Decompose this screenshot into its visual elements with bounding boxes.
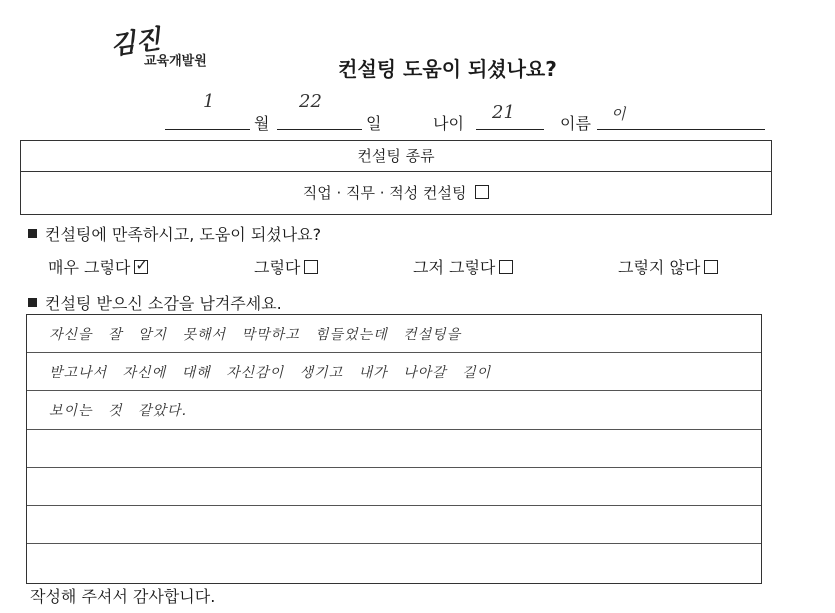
day-label: 일 bbox=[366, 114, 382, 133]
question-feedback-text: 컨설팅 받으신 소감을 남겨주세요. bbox=[45, 294, 282, 313]
consulting-type-table bbox=[20, 140, 772, 215]
checkbox-checked-icon[interactable] bbox=[134, 260, 148, 274]
question-satisfaction-text: 컨설팅에 만족하시고, 도움이 되셨나요? bbox=[45, 225, 322, 244]
logo-script: 김진 bbox=[108, 24, 163, 62]
feedback-line bbox=[27, 506, 761, 544]
option-yes[interactable]: 그렇다 bbox=[254, 255, 318, 278]
consulting-type-header: 컨설팅 종류 bbox=[21, 141, 771, 172]
age-label: 나이 bbox=[433, 114, 464, 133]
info-line bbox=[0, 91, 835, 135]
consulting-type-checkbox[interactable] bbox=[475, 185, 489, 199]
month-value: 1 bbox=[203, 91, 215, 112]
bullet-square-icon bbox=[28, 298, 37, 307]
option-very-much[interactable]: 매우 그렇다✓ bbox=[48, 255, 148, 278]
feedback-line: 자신을 잘 알지 못해서 막막하고 힘들었는데 컨설팅을 bbox=[27, 315, 761, 353]
month-field[interactable] bbox=[165, 91, 250, 130]
question-satisfaction bbox=[28, 222, 321, 245]
question-feedback bbox=[28, 291, 282, 314]
day-value: 22 bbox=[299, 91, 322, 112]
bullet-square-icon bbox=[28, 229, 37, 238]
checkbox-icon[interactable] bbox=[304, 260, 318, 274]
month-label: 월 bbox=[254, 114, 270, 133]
option-no[interactable]: 그렇지 않다 bbox=[618, 255, 718, 278]
feedback-line bbox=[27, 544, 761, 582]
checkbox-icon[interactable] bbox=[704, 260, 718, 274]
consulting-type-row bbox=[21, 172, 771, 215]
option-neutral[interactable]: 그저 그렇다 bbox=[413, 255, 513, 278]
page-title: 컨설팅 도움이 되셨나요? bbox=[338, 57, 557, 81]
name-field[interactable] bbox=[597, 105, 765, 130]
feedback-line bbox=[27, 430, 761, 468]
name-label: 이름 bbox=[560, 114, 591, 133]
name-value: 이 bbox=[611, 105, 626, 123]
feedback-line: 보이는 것 같았다. bbox=[27, 391, 761, 429]
feedback-lines[interactable] bbox=[26, 314, 762, 584]
feedback-line: 받고나서 자신에 대해 자신감이 생기고 내가 나아갈 길이 bbox=[27, 353, 761, 391]
logo-text: 교육개발원 bbox=[144, 54, 207, 69]
age-value: 21 bbox=[492, 102, 515, 123]
day-field[interactable] bbox=[277, 91, 362, 130]
thank-you-text: 작성해 주셔서 감사합니다. bbox=[30, 587, 216, 606]
consulting-type-option: 직업 · 직무 · 적성 컨설팅 bbox=[302, 184, 467, 202]
checkbox-icon[interactable] bbox=[499, 260, 513, 274]
feedback-line bbox=[27, 468, 761, 506]
age-field[interactable] bbox=[476, 102, 544, 130]
